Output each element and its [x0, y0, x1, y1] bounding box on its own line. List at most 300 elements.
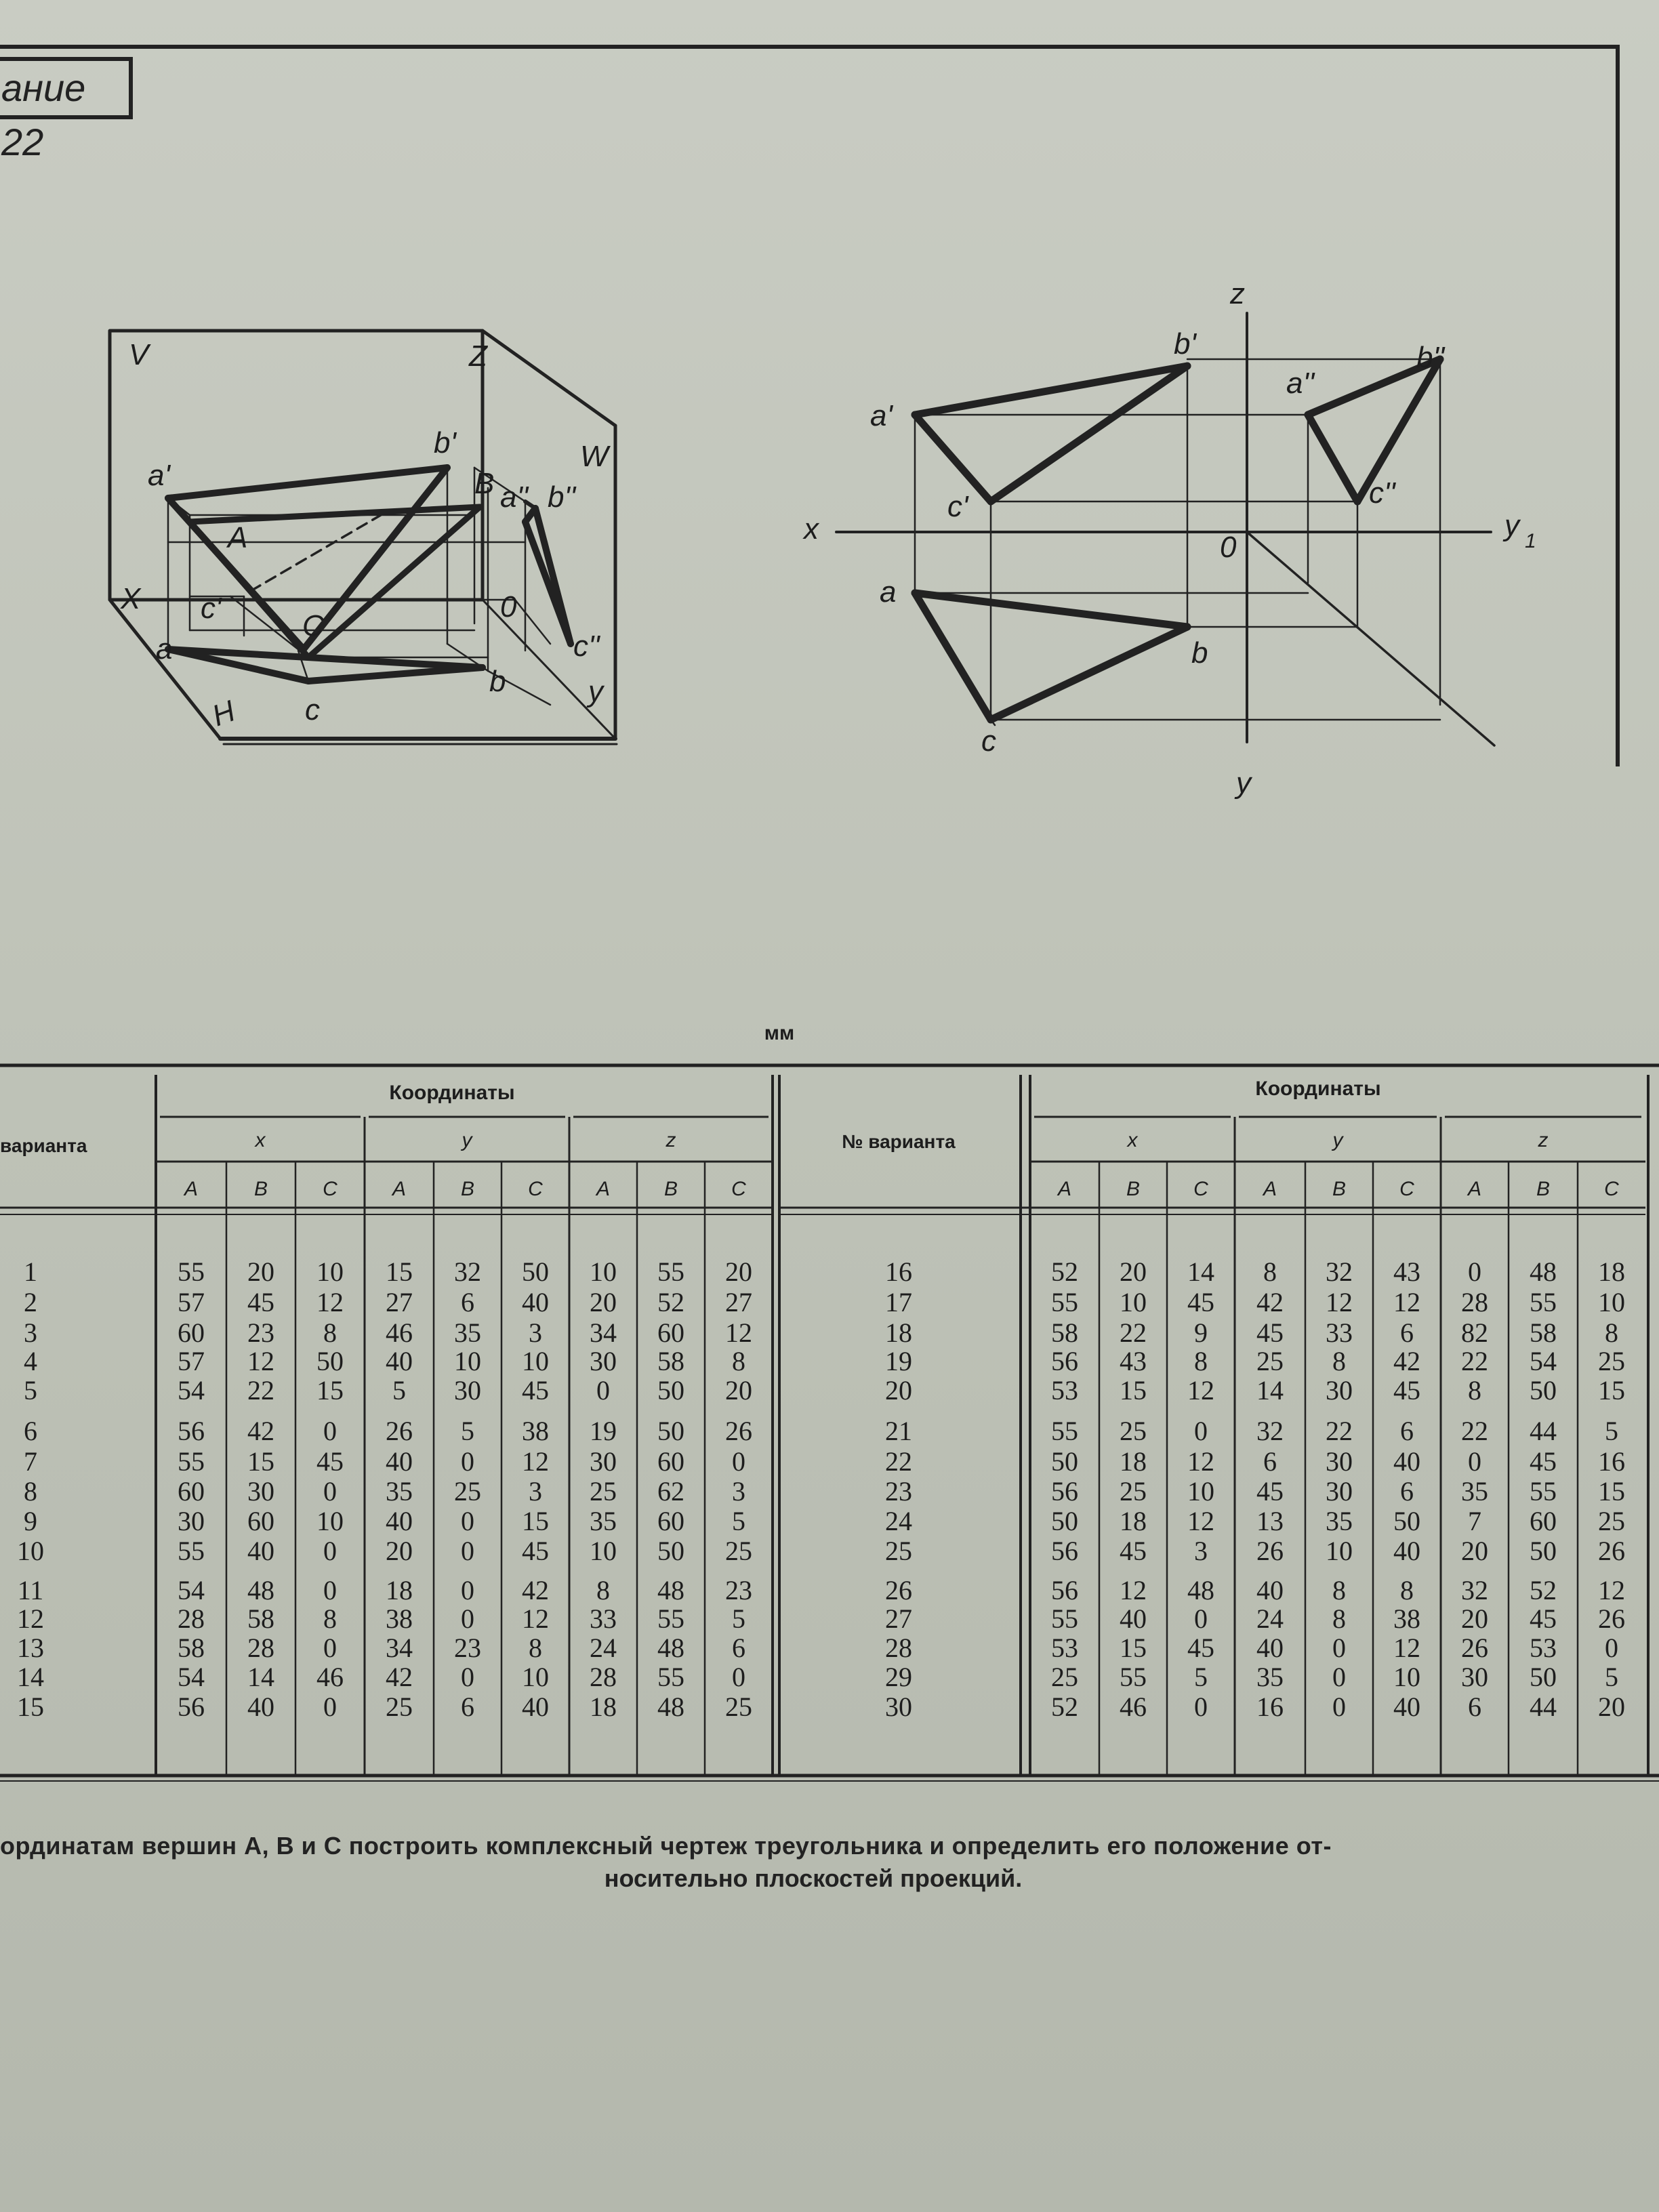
coordinate-cell: 40 — [386, 1506, 413, 1536]
coordinate-cell: 6 — [1400, 1317, 1414, 1348]
coordinate-cell: 12 — [522, 1603, 549, 1634]
coordinate-cell: 8 — [1332, 1346, 1346, 1376]
label-c-prime: c' — [947, 490, 968, 523]
coordinate-cell: 38 — [1393, 1603, 1420, 1634]
axis-header-y: y — [462, 1129, 472, 1151]
coordinate-cell: 5 — [1194, 1662, 1208, 1692]
coordinate-cell: 45 — [1530, 1603, 1557, 1634]
coordinate-cell: 8 — [1605, 1317, 1618, 1348]
coordinate-cell: 12 — [725, 1317, 752, 1348]
coordinate-cell: 25 — [454, 1476, 481, 1507]
coordinate-cell: 0 — [1332, 1633, 1346, 1663]
point-header-A: A — [1057, 1178, 1072, 1200]
coordinate-cell: 10 — [1393, 1662, 1420, 1692]
coordinate-cell: 23 — [247, 1317, 274, 1348]
label-c: c — [981, 724, 996, 758]
coordinate-cell: 26 — [1598, 1603, 1625, 1634]
coordinate-cell: 32 — [1461, 1575, 1488, 1605]
coordinate-cell: 53 — [1051, 1633, 1078, 1663]
coordinate-cell: 20 — [386, 1536, 413, 1566]
coordinate-cell: 45 — [522, 1375, 549, 1406]
label-X: X — [121, 582, 141, 615]
coordinate-cell: 24 — [590, 1633, 617, 1663]
coordinate-cell: 45 — [1256, 1476, 1284, 1507]
coordinate-cell: 12 — [1187, 1446, 1214, 1477]
coordinate-cell: 55 — [1120, 1662, 1147, 1692]
coordinate-cell: 0 — [1605, 1633, 1618, 1663]
coordinate-cell: 10 — [1326, 1536, 1353, 1566]
coordinate-cell: 18 — [1120, 1506, 1147, 1536]
variant-header-left: варианта — [0, 1135, 87, 1156]
coordinate-cell: 50 — [316, 1346, 344, 1376]
coordinate-cell: 45 — [1256, 1317, 1284, 1348]
coordinate-cell: 50 — [1051, 1506, 1078, 1536]
coordinate-cell: 20 — [1461, 1603, 1488, 1634]
coordinate-cell: 52 — [1051, 1692, 1078, 1722]
label-c-prime: c' — [201, 592, 222, 625]
variant-number: 30 — [885, 1692, 912, 1722]
coordinate-cell: 53 — [1051, 1375, 1078, 1406]
coordinate-cell: 0 — [1194, 1603, 1208, 1634]
variant-number: 20 — [885, 1375, 912, 1406]
coordinate-cell: 12 — [247, 1346, 274, 1376]
coordinate-cell: 55 — [657, 1256, 684, 1287]
coordinate-cell: 40 — [1393, 1446, 1420, 1477]
coordinate-cell: 8 — [1332, 1575, 1346, 1605]
coordinate-cell: 3 — [732, 1476, 745, 1507]
coordinate-cell: 28 — [590, 1662, 617, 1692]
coordinate-cell: 38 — [522, 1416, 549, 1446]
point-header-C: C — [1193, 1178, 1208, 1200]
coordinate-cell: 18 — [590, 1692, 617, 1722]
variant-number: 14 — [17, 1662, 44, 1692]
coordinate-cell: 45 — [1530, 1446, 1557, 1477]
coordinate-cell: 0 — [323, 1575, 337, 1605]
coordinate-cell: 9 — [1194, 1317, 1208, 1348]
coordinate-cell: 10 — [522, 1346, 549, 1376]
coordinate-cell: 32 — [1326, 1256, 1353, 1287]
coordinate-cell: 8 — [323, 1317, 337, 1348]
coordinate-cell: 22 — [1461, 1416, 1488, 1446]
coordinate-cell: 45 — [1120, 1536, 1147, 1566]
coordinate-cell: 10 — [1120, 1287, 1147, 1317]
coordinate-cell: 5 — [1605, 1416, 1618, 1446]
coordinate-cell: 55 — [1051, 1603, 1078, 1634]
point-header-B: B — [253, 1178, 268, 1200]
label-b-double: b'' — [548, 480, 576, 514]
point-header-B: B — [1536, 1178, 1551, 1200]
coordinate-cell: 58 — [247, 1603, 274, 1634]
axis-label-y: y — [1236, 766, 1251, 800]
coordinate-cell: 42 — [1256, 1287, 1284, 1317]
coordinate-cell: 48 — [657, 1575, 684, 1605]
label-b-prime: b' — [1174, 327, 1196, 361]
coordinate-cell: 56 — [1051, 1575, 1078, 1605]
coordinate-cell: 35 — [1326, 1506, 1353, 1536]
coordinate-cell: 40 — [522, 1692, 549, 1722]
coordinate-cell: 52 — [1051, 1256, 1078, 1287]
variant-number: 9 — [24, 1506, 37, 1536]
coordinate-cell: 55 — [1051, 1416, 1078, 1446]
coordinate-cell: 33 — [590, 1603, 617, 1634]
coordinate-cell: 15 — [386, 1256, 413, 1287]
coordinate-cell: 45 — [316, 1446, 344, 1477]
coordinate-cell: 55 — [657, 1662, 684, 1692]
coordinate-cell: 16 — [1598, 1446, 1625, 1477]
coordinate-cell: 48 — [657, 1633, 684, 1663]
axis-label-x: x — [804, 512, 819, 546]
figure-right-epure — [836, 313, 1494, 745]
table-header — [0, 1078, 1619, 1200]
variant-number: 8 — [24, 1476, 37, 1507]
axis-label-z: z — [1230, 277, 1245, 310]
coordinate-cell: 60 — [657, 1506, 684, 1536]
coordinate-cell: 55 — [178, 1536, 205, 1566]
coordinate-cell: 35 — [590, 1506, 617, 1536]
coordinate-cell: 10 — [590, 1536, 617, 1566]
task-label: ание 22 — [0, 57, 133, 119]
coordinate-cell: 60 — [657, 1446, 684, 1477]
coordinate-cell: 42 — [522, 1575, 549, 1605]
label-b-prime: b' — [434, 426, 456, 459]
coordinate-cell: 12 — [1393, 1633, 1420, 1663]
coordinate-cell: 8 — [596, 1575, 610, 1605]
coordinate-cell: 8 — [323, 1603, 337, 1634]
coordinate-cell: 58 — [1051, 1317, 1078, 1348]
coordinate-cell: 20 — [1461, 1536, 1488, 1566]
variant-number: 26 — [885, 1575, 912, 1605]
coordinate-cell: 12 — [1393, 1287, 1420, 1317]
coordinate-cell: 0 — [1468, 1256, 1481, 1287]
coordinate-cell: 46 — [386, 1317, 413, 1348]
label-O: 0 — [500, 590, 517, 623]
label-B: B — [474, 467, 495, 500]
variant-number: 15 — [17, 1692, 44, 1722]
point-header-A: A — [596, 1178, 611, 1200]
variant-number: 5 — [24, 1375, 37, 1406]
variant-number: 1 — [24, 1256, 37, 1287]
coordinate-cell: 35 — [454, 1317, 481, 1348]
variant-number: 13 — [17, 1633, 44, 1663]
variant-number: 21 — [885, 1416, 912, 1446]
coordinate-cell: 40 — [1393, 1692, 1420, 1722]
coordinate-cell: 30 — [1326, 1375, 1353, 1406]
coordinate-cell: 45 — [247, 1287, 274, 1317]
figure-right-labels — [802, 277, 1536, 800]
variant-number: 22 — [885, 1446, 912, 1477]
coordinate-cell: 22 — [247, 1375, 274, 1406]
coordinate-cell: 6 — [1468, 1692, 1481, 1722]
coordinate-cell: 0 — [461, 1662, 474, 1692]
coordinate-cell: 8 — [1468, 1375, 1481, 1406]
coordinate-cell: 12 — [1598, 1575, 1625, 1605]
coordinate-cell: 30 — [590, 1346, 617, 1376]
coordinate-cell: 23 — [725, 1575, 752, 1605]
coordinate-cell: 43 — [1120, 1346, 1147, 1376]
coordinate-cell: 3 — [1194, 1536, 1208, 1566]
coordinate-cell: 22 — [1326, 1416, 1353, 1446]
coordinate-cell: 25 — [590, 1476, 617, 1507]
coordinate-cell: 12 — [1187, 1375, 1214, 1406]
coordinate-cell: 15 — [316, 1375, 344, 1406]
variant-number: 19 — [885, 1346, 912, 1376]
label-b: b — [1191, 636, 1208, 670]
coordinate-cell: 53 — [1530, 1633, 1557, 1663]
coordinate-cell: 10 — [1598, 1287, 1625, 1317]
axis-label-y1: y — [1504, 509, 1519, 542]
coordinate-cell: 45 — [522, 1536, 549, 1566]
figure-left-isometric — [110, 331, 617, 744]
caption-line-1: ординатам вершин A, B и C построить комплексный чертеж треугольника и определить его положение от- — [0, 1832, 1332, 1860]
axis-header-y: y — [1332, 1129, 1343, 1151]
coordinate-cell: 40 — [386, 1446, 413, 1477]
coordinate-cell: 48 — [1187, 1575, 1214, 1605]
coordinate-cell: 0 — [461, 1603, 474, 1634]
point-header-C: C — [1399, 1178, 1414, 1200]
coordinate-cell: 55 — [1530, 1287, 1557, 1317]
coordinate-cell: 40 — [522, 1287, 549, 1317]
coordinate-cell: 0 — [1194, 1692, 1208, 1722]
point-header-C: C — [323, 1178, 337, 1200]
label-c-double: c'' — [1369, 476, 1395, 510]
coordinate-cell: 12 — [1187, 1506, 1214, 1536]
coordinate-cell: 20 — [725, 1256, 752, 1287]
coordinate-cell: 25 — [1598, 1346, 1625, 1376]
variant-number: 7 — [24, 1446, 37, 1477]
label-c: c — [305, 693, 320, 726]
coordinate-cell: 12 — [522, 1446, 549, 1477]
coordinate-cell: 40 — [1393, 1536, 1420, 1566]
coordinate-cell: 54 — [178, 1662, 205, 1692]
coordinate-cell: 20 — [590, 1287, 617, 1317]
coordinate-cell: 60 — [657, 1317, 684, 1348]
coordinate-cell: 5 — [461, 1416, 474, 1446]
coordinate-cell: 0 — [461, 1506, 474, 1536]
coordinate-cell: 23 — [454, 1633, 481, 1663]
variant-number: 23 — [885, 1476, 912, 1507]
caption-line-2: носительно плоскостей проекций. — [604, 1864, 1023, 1892]
variant-number: 6 — [24, 1416, 37, 1446]
coordinate-cell: 60 — [247, 1506, 274, 1536]
coordinate-cell: 20 — [1598, 1692, 1625, 1722]
coordinate-cell: 55 — [1051, 1287, 1078, 1317]
coordinate-cell: 45 — [1187, 1287, 1214, 1317]
coordinate-cell: 12 — [316, 1287, 344, 1317]
coordinate-cell: 60 — [178, 1317, 205, 1348]
coordinate-cell: 30 — [590, 1446, 617, 1477]
coordinate-cell: 56 — [178, 1416, 205, 1446]
coordinate-cell: 26 — [1461, 1633, 1488, 1663]
label-a: a — [156, 632, 173, 665]
coordinate-cell: 45 — [1393, 1375, 1420, 1406]
label-origin: 0 — [1220, 531, 1237, 564]
coordinate-cell: 0 — [323, 1476, 337, 1507]
coordinate-cell: 56 — [178, 1692, 205, 1722]
coordinate-cell: 0 — [1468, 1446, 1481, 1477]
coordinate-cell: 5 — [1605, 1662, 1618, 1692]
coordinate-cell: 26 — [1256, 1536, 1284, 1566]
coordinate-cell: 60 — [178, 1476, 205, 1507]
label-W: W — [580, 440, 609, 473]
coordinate-cell: 40 — [1256, 1633, 1284, 1663]
coordinate-cell: 13 — [1256, 1506, 1284, 1536]
label-b: b — [489, 665, 506, 698]
axis-header-z: z — [1538, 1129, 1549, 1151]
coordinate-cell: 8 — [1194, 1346, 1208, 1376]
point-header-C: C — [1604, 1178, 1619, 1200]
coordinate-cell: 30 — [178, 1506, 205, 1536]
coordinate-cell: 44 — [1530, 1692, 1557, 1722]
coordinate-cell: 40 — [247, 1536, 274, 1566]
coordinate-cell: 40 — [247, 1692, 274, 1722]
coordinate-cell: 28 — [247, 1633, 274, 1663]
coordinate-cell: 25 — [725, 1692, 752, 1722]
coordinate-cell: 0 — [323, 1536, 337, 1566]
coordinate-cell: 0 — [732, 1446, 745, 1477]
unit-label: мм — [764, 1022, 795, 1044]
label-c-double: c'' — [573, 630, 600, 663]
variant-number: 24 — [885, 1506, 912, 1536]
label-a-prime: a' — [148, 459, 170, 492]
coordinate-cell: 0 — [596, 1375, 610, 1406]
label-Z: Z — [469, 340, 487, 373]
coordinate-cell: 15 — [1120, 1633, 1147, 1663]
coordinate-cell: 42 — [386, 1662, 413, 1692]
coordinate-cell: 0 — [732, 1662, 745, 1692]
coordinate-cell: 12 — [1326, 1287, 1353, 1317]
coordinate-cell: 54 — [178, 1575, 205, 1605]
coordinate-cell: 35 — [1256, 1662, 1284, 1692]
label-A: A — [228, 521, 248, 554]
coordinate-cell: 0 — [1332, 1662, 1346, 1692]
coordinate-cell: 15 — [1120, 1375, 1147, 1406]
coordinate-cell: 22 — [1120, 1317, 1147, 1348]
coordinate-cell: 10 — [454, 1346, 481, 1376]
coordinate-cell: 58 — [1530, 1317, 1557, 1348]
label-Y: y — [588, 675, 603, 708]
coordinate-cell: 24 — [1256, 1603, 1284, 1634]
coords-header-left: Координаты — [389, 1082, 515, 1104]
coordinate-cell: 30 — [1461, 1662, 1488, 1692]
axis-header-z: z — [665, 1129, 676, 1151]
coordinate-cell: 40 — [386, 1346, 413, 1376]
coordinate-cell: 40 — [1256, 1575, 1284, 1605]
coordinate-cell: 14 — [1187, 1256, 1214, 1287]
coordinate-cell: 57 — [178, 1346, 205, 1376]
coordinate-cell: 50 — [522, 1256, 549, 1287]
coordinate-cell: 0 — [323, 1416, 337, 1446]
coordinate-cell: 48 — [247, 1575, 274, 1605]
coordinate-cell: 7 — [1468, 1506, 1481, 1536]
axis-label-y1-subscript: 1 — [1525, 530, 1536, 552]
coordinate-cell: 50 — [657, 1536, 684, 1566]
coordinate-cell: 6 — [732, 1633, 745, 1663]
variant-number: 28 — [885, 1633, 912, 1663]
coordinate-cell: 15 — [1598, 1375, 1625, 1406]
variant-number: 27 — [885, 1603, 912, 1634]
coordinate-cell: 15 — [247, 1446, 274, 1477]
coordinate-cell: 52 — [1530, 1575, 1557, 1605]
coordinate-cell: 55 — [178, 1446, 205, 1477]
figures — [0, 0, 1659, 847]
coordinate-cell: 0 — [1194, 1416, 1208, 1446]
label-b-double: b'' — [1416, 341, 1445, 374]
coordinate-cell: 50 — [1393, 1506, 1420, 1536]
variant-number: 29 — [885, 1662, 912, 1692]
coordinate-cell: 48 — [1530, 1256, 1557, 1287]
variant-header-right: № варианта — [842, 1131, 956, 1152]
point-header-A: A — [392, 1178, 407, 1200]
label-V: V — [129, 338, 149, 371]
coordinate-cell: 0 — [461, 1575, 474, 1605]
coordinate-cell: 55 — [178, 1256, 205, 1287]
coordinate-cell: 5 — [732, 1603, 745, 1634]
coordinate-cell: 18 — [386, 1575, 413, 1605]
coordinate-cell: 8 — [732, 1346, 745, 1376]
coordinate-cell: 3 — [529, 1317, 542, 1348]
coordinate-cell: 45 — [1187, 1633, 1214, 1663]
coordinate-cell: 5 — [732, 1506, 745, 1536]
table-body — [17, 1256, 1625, 1722]
point-header-A: A — [1467, 1178, 1482, 1200]
coordinate-cell: 25 — [725, 1536, 752, 1566]
coordinate-cell: 52 — [657, 1287, 684, 1317]
variant-number: 4 — [24, 1346, 37, 1376]
coordinate-cell: 25 — [1051, 1662, 1078, 1692]
coordinate-cell: 26 — [386, 1416, 413, 1446]
coordinate-cell: 26 — [725, 1416, 752, 1446]
coordinate-cell: 10 — [1187, 1476, 1214, 1507]
coordinate-cell: 58 — [657, 1346, 684, 1376]
variant-number: 25 — [885, 1536, 912, 1566]
point-header-C: C — [528, 1178, 543, 1200]
coordinate-cell: 50 — [657, 1416, 684, 1446]
coordinate-cell: 50 — [1051, 1446, 1078, 1477]
coordinate-cell: 27 — [386, 1287, 413, 1317]
coordinate-cell: 16 — [1256, 1692, 1284, 1722]
label-a-double: a'' — [500, 480, 529, 514]
point-header-B: B — [663, 1178, 678, 1200]
coordinate-cell: 56 — [1051, 1476, 1078, 1507]
coordinate-cell: 42 — [247, 1416, 274, 1446]
coordinate-cell: 15 — [1598, 1476, 1625, 1507]
label-a-prime: a' — [870, 399, 893, 432]
coordinate-cell: 6 — [461, 1692, 474, 1722]
coordinate-cell: 54 — [178, 1375, 205, 1406]
coordinate-cell: 27 — [725, 1287, 752, 1317]
coordinate-cell: 50 — [657, 1375, 684, 1406]
coordinate-cell: 55 — [1530, 1476, 1557, 1507]
variant-number: 11 — [17, 1575, 44, 1605]
coordinate-cell: 0 — [461, 1536, 474, 1566]
label-C: C — [302, 609, 324, 642]
variant-number: 10 — [17, 1536, 44, 1566]
coordinate-cell: 28 — [1461, 1287, 1488, 1317]
coordinate-cell: 30 — [454, 1375, 481, 1406]
coordinate-cell: 15 — [522, 1506, 549, 1536]
coordinate-cell: 42 — [1393, 1346, 1420, 1376]
point-header-A: A — [1263, 1178, 1277, 1200]
coords-header-right: Координаты — [1255, 1078, 1381, 1100]
coordinate-cell: 34 — [590, 1317, 617, 1348]
coordinate-cell: 40 — [1120, 1603, 1147, 1634]
coordinate-cell: 32 — [1256, 1416, 1284, 1446]
variant-number: 17 — [885, 1287, 912, 1317]
coordinate-cell: 26 — [1598, 1536, 1625, 1566]
point-header-B: B — [460, 1178, 475, 1200]
coordinate-cell: 44 — [1530, 1416, 1557, 1446]
coordinate-cell: 58 — [178, 1633, 205, 1663]
